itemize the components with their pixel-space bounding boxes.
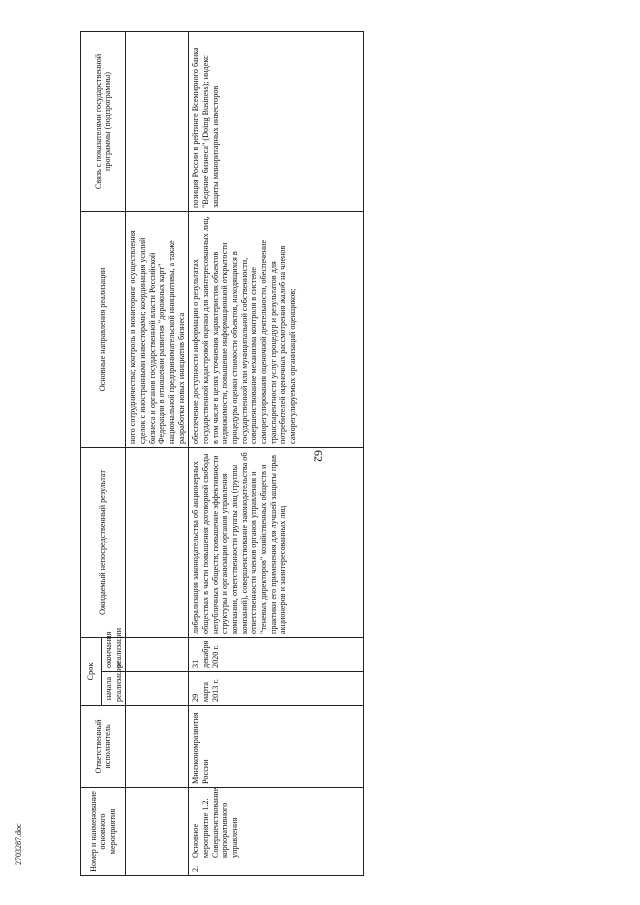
row-name: Основное мероприятие 1.2. Совершенствование корпоративного управления <box>191 787 240 858</box>
table-row <box>189 31 364 875</box>
cell-result <box>126 447 189 637</box>
header-result: Ожидаемый непосредственный результат <box>81 447 126 637</box>
rotated-table-wrapper <box>80 32 356 876</box>
cell-start <box>126 672 189 706</box>
cell-directions: ного сотрудничества; контроль и мониторинг осуществления сделок с иностранными инвесторами; координация усилий бизнеса и органов государственной власти Российской Федерации в отношении развития "дорожных карт" национальной предпринимательской инициативы, а также разработки новых инициатив бизнеса <box>126 211 189 447</box>
cell-end: 31 декабря 2020 г. <box>189 637 364 671</box>
header-term: Срок <box>81 637 102 705</box>
cell-end <box>126 637 189 671</box>
cell-num-name <box>189 788 364 876</box>
table-row <box>126 31 189 875</box>
cell-result: либерализация законодательства об акционерных обществах в части повышения договорной свободы непубличных обществ; повышение эффективности структуры и организации органов управления компании, ответственности группы лиц (группы компаний), совершенствование законодательства об ответственности членов органов управления и "теневых директоров" хозяйственных обществ и практики его применения для лучшей защиты прав акционеров и заинтересованных лиц <box>189 447 364 637</box>
document-id: 2703287.doc <box>14 823 23 865</box>
page-number: 62 <box>311 450 326 462</box>
header-link: Связь с показателями государственной программы (подпрограммы) <box>81 31 126 211</box>
cell-link <box>126 31 189 211</box>
cell-start: 29 марта 2013 г. <box>189 672 364 706</box>
cell-directions: обеспечение доступности информации о результатах государственной кадастровой оценки для заинтересованных лиц, в том числе в целях уточнения характеристик объектов недвижимости, повышение информационной открытости процедуры оценки стоимости объектов, находящихся в государственной или муниципальной собственности, совершенствование механизма контроля в системе саморегулирования оценочной деятельности, обеспечение транспарентности услуг процедур и результатов для потребителей оценочных рассмотрения жалоб на членов саморегулируемых организаций оценщиков; <box>189 211 364 447</box>
cell-executor: Минэкономразвития России <box>189 706 364 788</box>
activities-table <box>80 31 364 876</box>
header-executor: Ответственный исполнитель <box>81 706 126 788</box>
header-start: начала реализации <box>102 672 126 706</box>
cell-link: позиция России в рейтинге Всемирного банка "Ведение бизнеса" (Doing Business); индекс защиты миноритарных инвесторов <box>189 31 364 211</box>
header-end: окончания реализации <box>102 637 126 671</box>
header-directions: Основные направления реализации <box>81 211 126 447</box>
header-num-name: Номер и наименование основного мероприятия <box>81 788 126 876</box>
cell-executor <box>126 706 189 788</box>
row-number: 2. <box>191 865 201 872</box>
cell-num-name <box>126 788 189 876</box>
